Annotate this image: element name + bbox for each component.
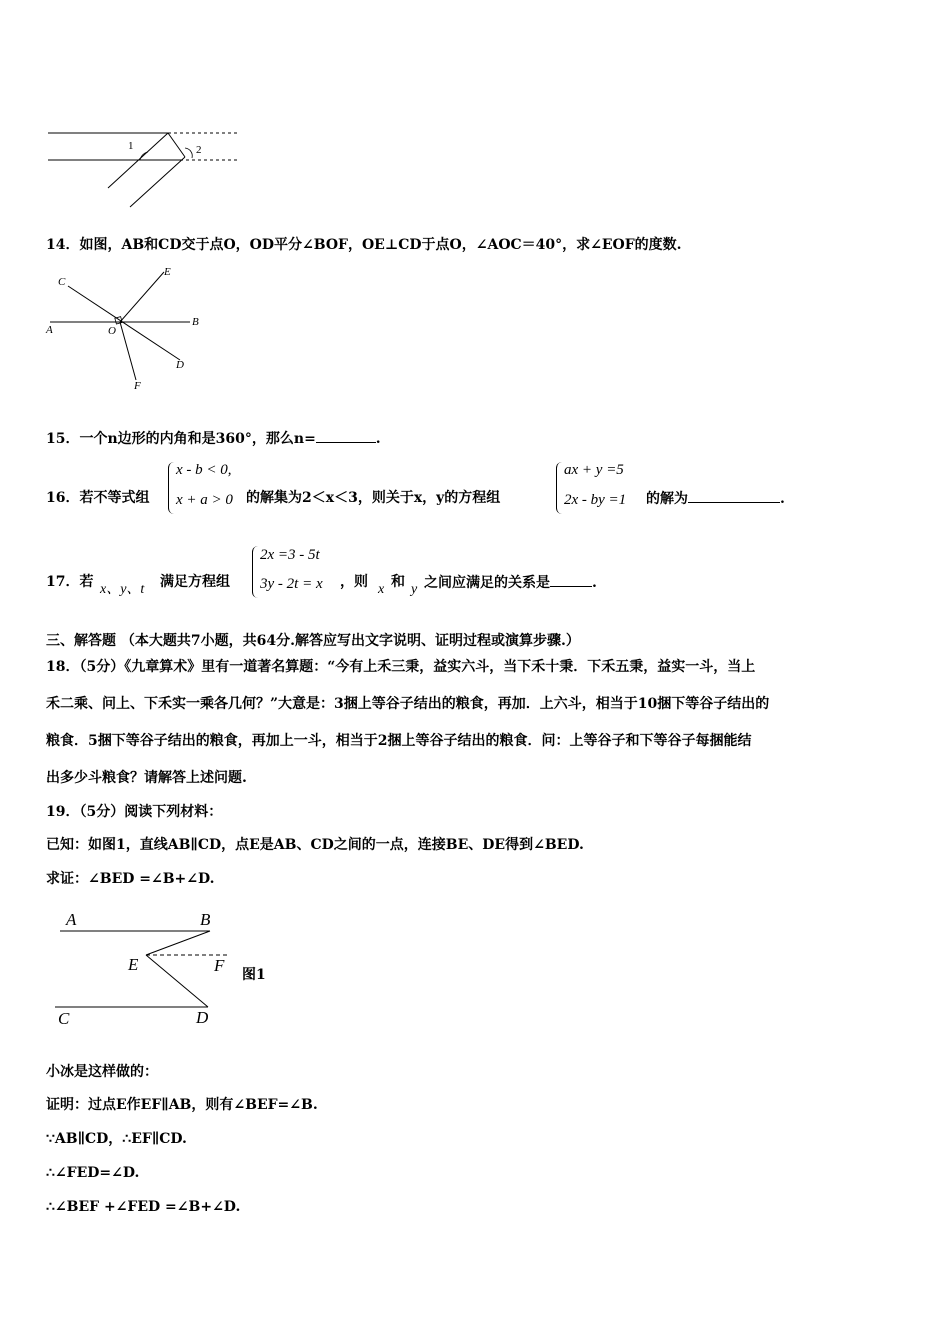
q16-system2-line2: 2x - by =1 [564,492,627,508]
q18-line1: 18．（5分）《九章算术》里有一道著名算题：“今有上禾三秉，益实六斗，当下禾十秉．下禾五秉，益实一斗，当上 [46,659,756,675]
fig1-label-F: F [214,956,225,975]
q17-suffix [424,572,597,593]
q17-system-brace [252,546,259,598]
q16-suffix-text: 的解为 [646,491,688,507]
q17-system-line2: 3y - 2t = x [260,576,323,592]
q17-answer-blank [550,572,592,587]
point-label-A: A [46,324,53,336]
q15-question: 15．一个n边形的内角和是360°，那么n= [46,431,316,447]
q17-var-x: x [378,582,385,597]
q17-middle: 满足方程组 [160,574,230,590]
q15-text [46,428,381,449]
q17-end: . [592,575,597,591]
q17-vars: x、y、t [100,582,145,597]
figure-1-caption: 图1 [242,967,266,983]
q19-title: 19．（5分）阅读下列材料： [46,804,223,820]
q16-suffix [646,488,785,509]
figure-q13 [40,120,260,215]
q18-line2: 禾二乘、问上、下禾实一乘各几何？”大意是：3捆上等谷子结出的粮食，再加．上六斗，相当于10捆下等谷子结出的 [46,696,770,712]
fig1-label-E: E [128,955,139,974]
q19-proof-line1: 证明：过点E作EF∥AB，则有∠BEF=∠B. [46,1097,318,1113]
q17-suffix-text: 之间应满足的关系是 [424,575,550,591]
q19-prove: 求证：∠BED =∠B+∠D. [46,871,215,887]
q17-var-y: y [411,582,418,597]
q15-end: . [375,431,381,447]
q15-answer-blank [316,428,376,443]
angle-label-1: 1 [128,140,134,152]
q19-known: 已知：如图1，直线AB∥CD，点E是AB、CD之间的一点，连接BE、DE得到∠BED. [46,837,584,853]
fig1-label-C: C [58,1009,70,1028]
point-label-C: C [58,276,66,288]
fig1-label-B: B [200,910,211,929]
q16-system2-line1: ax + y =5 [564,462,624,478]
q18-line3: 粮食．5捆下等谷子结出的粮食，再加上一斗，相当于2捆上等谷子结出的粮食．问：上等谷子和下等谷子每捆能结 [46,733,752,749]
fig1-label-D: D [196,1008,209,1027]
q19-proof-line4: ∴∠BEF +∠FED =∠B+∠D. [46,1199,241,1215]
q18-line4: 出多少斗粮食？请解答上述问题. [46,770,247,786]
q17-prefix: 17．若 [46,574,94,590]
q16-prefix: 16．若不等式组 [46,490,150,506]
section3-heading: 三、解答题 （本大题共7小题，共64分.解答应写出文字说明、证明过程或演算步骤.） [46,633,580,649]
q16-system1-line2: x + a > 0 [176,492,233,508]
q17-comma: ，则 [340,574,368,590]
point-label-F: F [134,380,141,392]
angle-label-2: 2 [196,144,202,156]
point-label-O: O [108,325,116,337]
figure-q14-lines [40,262,220,397]
point-label-E: E [164,266,171,278]
q19-proof-line3: ∴∠FED=∠D. [46,1165,140,1181]
point-label-D: D [176,359,184,371]
q14-text: 14．如图，AB和CD交于点O，OD平分∠BOF，OE⊥CD于点O，∠AOC＝40°，求∠EOF的度数. [46,237,682,253]
q16-middle: 的解集为2＜x＜3，则关于x，y的方程组 [246,490,501,506]
q16-system2-brace [556,462,563,514]
fig1-label-A: A [66,910,77,929]
figure-q13-lines [40,120,260,215]
q16-end: . [780,491,785,507]
q16-system1-line1: x - b < 0, [176,462,232,478]
figure-q14 [40,262,220,397]
q19-proof-line2: ∵AB∥CD，∴EF∥CD. [46,1131,187,1147]
q19-intro: 小冰是这样做的： [46,1064,158,1080]
q16-system1-brace [168,462,175,514]
q17-system-line1: 2x =3 - 5t [260,547,320,563]
q16-answer-blank [688,488,780,503]
q17-and: 和 [391,574,405,590]
point-label-B: B [192,316,199,328]
